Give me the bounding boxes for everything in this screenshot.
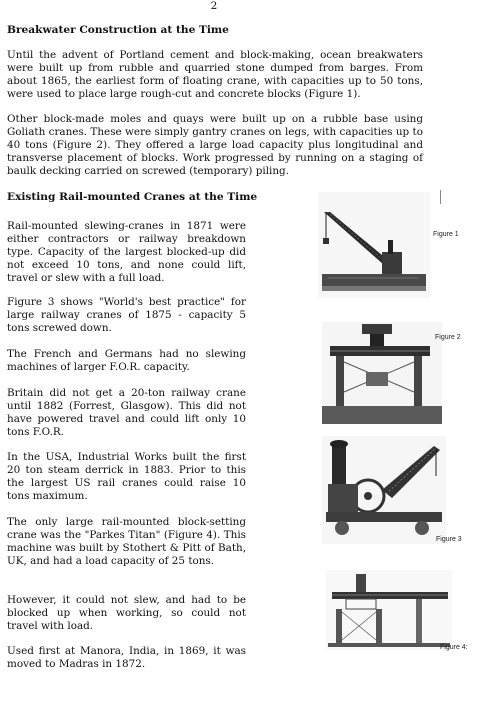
- figure-4-caption: Figure 4:: [440, 644, 468, 651]
- section-heading-rail-cranes: Existing Rail-mounted Cranes at the Time: [7, 191, 258, 203]
- paragraph-rail-6: The only large rail-mounted block-setting crane was the "Parkes Titan" (Figure 4). This machine was built by Stothert & Pitt of Bath, UK, and had a load capacity of 25 tons.: [7, 516, 246, 567]
- paragraph-rail-4: Britain did not get a 20-ton railway crane until 1882 (Forrest, Glasgow). This did not have powered travel and could lift only 10 tons F.O.R.: [7, 387, 246, 438]
- paragraph-rail-3: The French and Germans had no slewing machines of larger F.O.R. capacity.: [7, 348, 246, 373]
- paragraph-breakwater-1: Until the advent of Portland cement and block-making, ocean breakwaters were built up from rubble and quarried stone dumped from barges. From about 1865, the earliest form of floating crane, with capacities up to 50 tons, were used to place large rough-cut and concrete blocks (Figure 1).: [7, 49, 423, 100]
- paragraph-rail-5: In the USA, Industrial Works built the first 20 ton steam derrick in 1883. Prior to this the largest US rail cranes could raise 10 tons maximum.: [7, 451, 246, 502]
- paragraph-rail-2: Figure 3 shows "World's best practice" for large railway cranes of 1875 - capacity 5 tons screwed down.: [7, 296, 246, 334]
- section-heading-breakwater: Breakwater Construction at the Time: [7, 24, 229, 36]
- page-number: 2: [210, 0, 218, 12]
- figure-4-parkes-titan: [326, 570, 452, 650]
- paragraph-breakwater-2: Other block-made moles and quays were built up on a rubble base using Goliath cranes. These were simply gantry cranes on legs, with capacities up to 40 tons (Figure 2). They offered a large load capacity plus longitudinal and transverse placement of blocks. Work progressed by running on a staging of baulk decking carried on screwed (temporary) piling.: [7, 113, 423, 177]
- figure-2-caption: Figure 2: [435, 334, 461, 341]
- paragraph-rail-8: Used first at Manora, India, in 1869, it was moved to Madras in 1872.: [7, 645, 246, 670]
- paragraph-rail-7: However, it could not slew, and had to be blocked up when working, so could not travel with load.: [7, 594, 246, 632]
- margin-mark: [440, 190, 441, 204]
- paragraph-rail-1: Rail-mounted slewing-cranes in 1871 were either contractors or railway breakdown type. Capacity of the largest blocked-up did not exceed 10 tons, and none could lift, travel or slew with a full load.: [7, 220, 246, 284]
- figure-1-floating-crane: [318, 192, 430, 298]
- figure-1-caption: Figure 1: [433, 231, 459, 238]
- figure-3-railway-crane: [322, 436, 446, 544]
- figure-2-goliath-crane: [322, 322, 442, 424]
- figure-3-caption: Figure 3: [436, 536, 462, 543]
